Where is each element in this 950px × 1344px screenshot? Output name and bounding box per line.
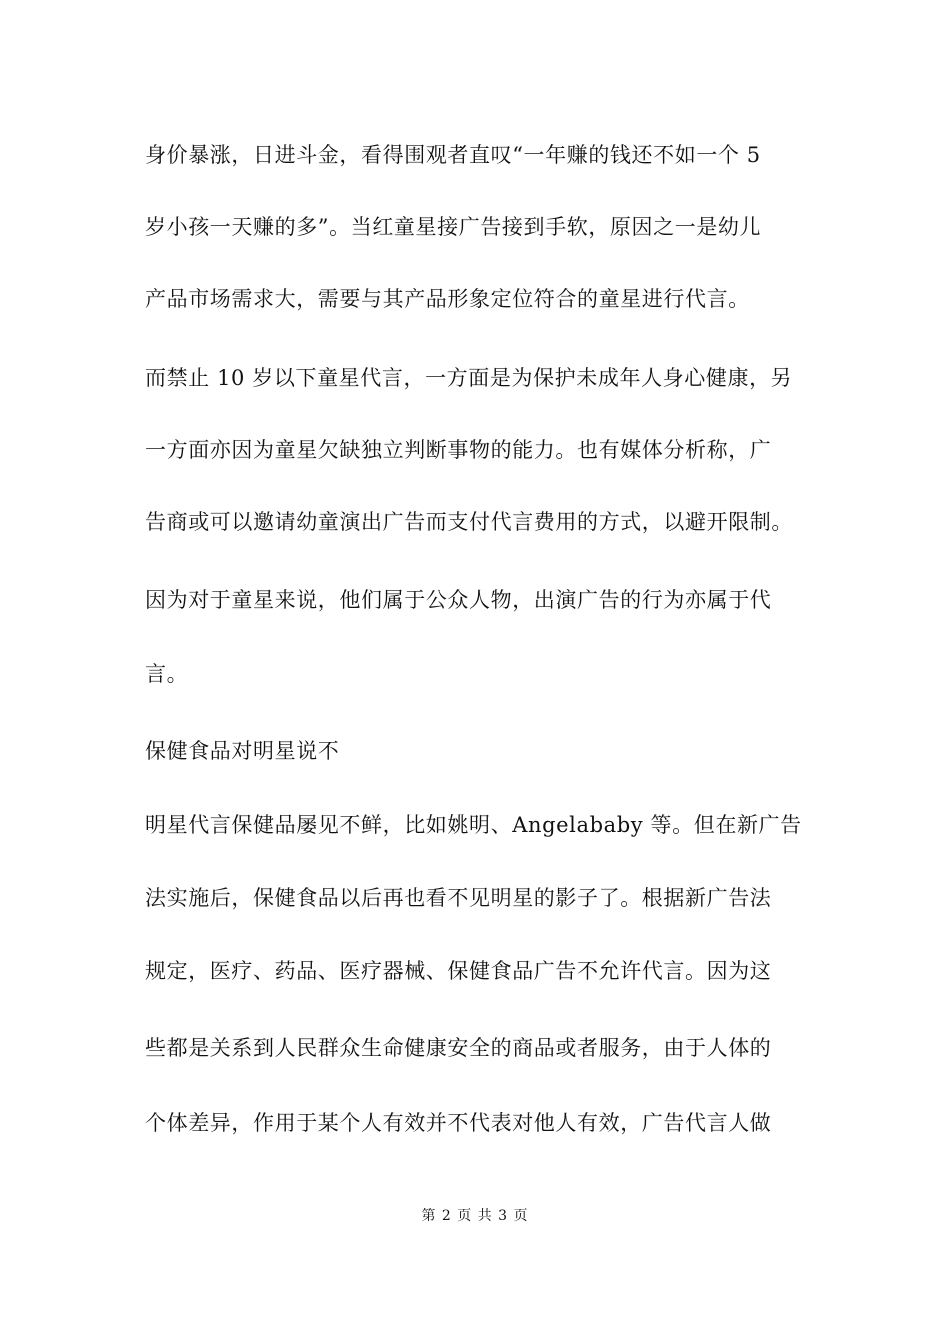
body-text-line-2: 岁小孩一天赚的多”。当红童星接广告接到手软，原因之一是幼儿 — [145, 215, 762, 239]
body-text-line-3: 产品市场需求大，需要与其产品形象定位符合的童星进行代言。 — [145, 287, 750, 311]
page-number-footer: 第 2 页 共 3 页 — [421, 1208, 529, 1224]
section-heading: 保健食品对明星说不 — [145, 739, 340, 763]
body-text-line-5: 一方面亦因为童星欠缺独立判断事物的能力。也有媒体分析称，广 — [145, 438, 772, 462]
body-text-line-6: 告商或可以邀请幼童演出广告而支付代言费用的方式，以避开限制。 — [145, 510, 793, 534]
body-text-line-10: 法实施后，保健食品以后再也看不见明星的影子了。根据新广告法 — [145, 886, 772, 910]
body-text-line-1: 身价暴涨，日进斗金，看得围观者直叹“一年赚的钱还不如一个 5 — [145, 143, 761, 167]
body-text-line-4: 而禁止 10 岁以下童星代言，一方面是为保护未成年人身心健康，另 — [145, 366, 793, 390]
body-text-line-7: 因为对于童星来说，他们属于公众人物，出演广告的行为亦属于代 — [145, 588, 772, 612]
body-text-line-8: 言。 — [145, 662, 189, 686]
body-text-line-12: 些都是关系到人民群众生命健康安全的商品或者服务，由于人体的 — [145, 1036, 772, 1060]
body-text-line-9: 明星代言保健品屡见不鲜，比如姚明、Angelababy 等。但在新广告 — [145, 813, 802, 837]
body-text-line-11: 规定，医疗、药品、医疗器械、保健食品广告不允许代言。因为这 — [145, 959, 772, 983]
body-text-line-13: 个体差异，作用于某个人有效并不代表对他人有效，广告代言人做 — [145, 1111, 772, 1135]
